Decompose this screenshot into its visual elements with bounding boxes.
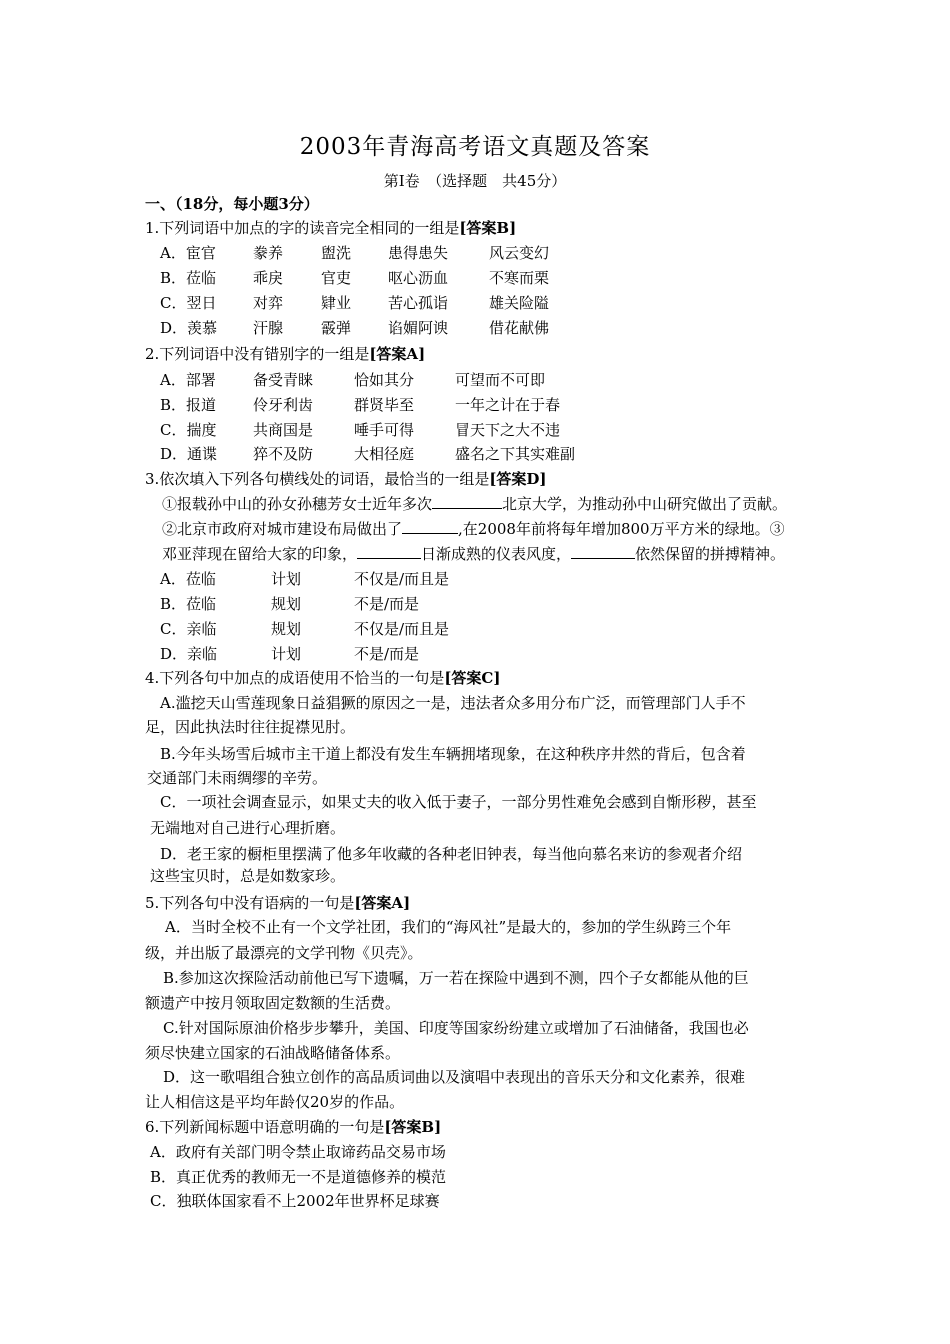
q6-option-a: A．政府有关部门明令禁止取谛药品交易市场 (150, 1143, 446, 1161)
sentence-text: 邓亚萍现在留给大家的印象， (162, 545, 358, 563)
q4-option-d-line1: D．老王家的橱柜里摆满了他多年收藏的各种老旧钟表，每当他向慕名来访的参观者介绍 (160, 845, 743, 863)
option-term: 不寒而栗 (489, 269, 550, 287)
option-term: 对弈 (253, 294, 284, 312)
option-term: 呕心沥血 (388, 269, 449, 287)
option-term: 冒天下之大不违 (455, 421, 561, 439)
answer-label: [答案C] (444, 669, 501, 687)
option-term: 霰弹 (321, 319, 352, 337)
option-term: 不仅是/而且是 (354, 620, 450, 638)
question-stem: 6.下列新闻标题中语意明确的一句是 (145, 1118, 385, 1136)
page-title: 2003年青海高考语文真题及答案 (299, 134, 651, 160)
q6-option-c: C．独联体国家看不上2002年世界杯足球赛 (150, 1192, 440, 1210)
question-stem: 1.下列词语中加点的字的读音完全相同的一组是 (145, 219, 460, 237)
option-label: A．莅临 (160, 570, 216, 588)
sentence-text: 依然保留的拼搏精神。 (635, 545, 786, 563)
question-2 (145, 344, 425, 364)
question-stem: 5.下列各句中没有语病的一句是 (145, 894, 355, 912)
answer-label: [答案A] (354, 894, 411, 912)
option-term: 备受青睐 (253, 371, 314, 389)
q5-option-c-line1: C.针对国际原油价格步步攀升，美国、印度等国家纷纷建立或增加了石油储备，我国也必 (163, 1019, 749, 1037)
option-label: B．报道 (160, 396, 217, 414)
option-term: 风云变幻 (489, 244, 550, 262)
question-stem: 2.下列词语中没有错别字的一组是 (145, 345, 370, 363)
option-label: D．羡慕 (160, 319, 218, 337)
option-label: C．亲临 (160, 620, 217, 638)
option-term: 乖戾 (253, 269, 284, 287)
q4-option-a-line1: A.滥挖天山雪莲现象日益猖獗的原因之一是，违法者众多用分布广泛，而管理部门人手不 (160, 694, 746, 712)
option-term: 计划 (271, 645, 302, 663)
q3-sentence-1 (162, 494, 787, 514)
option-term: 恰如其分 (354, 371, 415, 389)
sentence-text: ①报载孙中山的孙女孙穗芳女士近年多次 (162, 495, 433, 513)
option-term: 谄媚阿谀 (388, 319, 449, 337)
option-term: 苦心孤诣 (388, 294, 449, 312)
q4-option-a-line2: 足，因此执法时往往捉襟见肘。 (145, 718, 356, 736)
option-term: 一年之计在于春 (455, 396, 561, 414)
question-5 (145, 893, 410, 913)
option-term: 盥洗 (321, 244, 352, 262)
question-6 (145, 1117, 441, 1137)
answer-label: [答案A] (369, 345, 426, 363)
q4-option-c-line2: 无端地对自己进行心理折磨。 (150, 819, 346, 837)
q4-option-b-line1: B.今年头场雪后城市主干道上都没有发生车辆拥堵现象，在这种秩序井然的背后，包含着 (160, 745, 746, 763)
sentence-text: ②北京市政府对城市建设布局做出了 (162, 520, 403, 538)
option-term: 患得患失 (388, 244, 449, 262)
question-stem: 3.依次填入下列各句横线处的词语，最恰当的一组是 (145, 470, 490, 488)
option-term: 伶牙利齿 (253, 396, 314, 414)
q5-option-c-line2: 须尽快建立国家的石油战略储备体系。 (145, 1044, 401, 1062)
option-term: 不仅是/而且是 (354, 570, 450, 588)
option-term: 猝不及防 (253, 445, 314, 463)
option-term: 借花献佛 (489, 319, 550, 337)
option-label: B．莅临 (160, 269, 217, 287)
option-term: 唾手可得 (354, 421, 415, 439)
answer-label: [答案D] (489, 470, 547, 488)
option-term: 盛名之下其实难副 (455, 445, 576, 463)
sentence-text: ,在2008年前将每年增加800万平方米的绿地。③ (458, 520, 785, 538)
question-4 (145, 668, 500, 688)
option-term: 计划 (271, 570, 302, 588)
q4-option-b-line2: 交通部门未雨绸缪的辛劳。 (147, 769, 328, 787)
q3-sentence-2 (162, 519, 785, 539)
option-term: 可望而不可即 (455, 371, 546, 389)
option-label: D．通谍 (160, 445, 218, 463)
answer-label: [答案B] (459, 219, 517, 237)
option-term: 大相径庭 (354, 445, 415, 463)
question-stem: 4.下列各句中加点的成语使用不恰当的一句是 (145, 669, 445, 687)
q6-option-b: B．真正优秀的教师无一不是道德修养的模范 (150, 1168, 447, 1186)
q5-option-a-line1: A．当时全校不止有一个文学社团，我们的“海风社”是最大的，参加的学生纵跨三个年 (165, 918, 732, 936)
blank (402, 519, 458, 534)
option-label: A．部署 (160, 371, 216, 389)
q4-option-d-line2: 这些宝贝时，总是如数家珍。 (150, 867, 346, 885)
option-term: 群贤毕至 (354, 396, 415, 414)
blank (571, 544, 635, 559)
q4-option-c-line1: C．一项社会调查显示，如果丈夫的收入低于妻子，一部分男性难免会感到自惭形秽，甚至 (160, 793, 757, 811)
question-1 (145, 218, 516, 238)
answer-label: [答案B] (384, 1118, 442, 1136)
option-term: 豢养 (253, 244, 284, 262)
q5-option-b-line1: B.参加这次探险活动前他已写下遗嘱，万一若在探险中遇到不测，四个子女都能从他的巨 (163, 969, 749, 987)
option-label: D．亲临 (160, 645, 218, 663)
q5-option-a-line2: 级，并出版了最漂亮的文学刊物《贝壳》。 (145, 944, 423, 962)
sentence-text: 日渐成熟的仪表风度， (421, 545, 572, 563)
question-3 (145, 469, 547, 489)
q5-option-d-line2: 让人相信这是平均年龄仅20岁的作品。 (145, 1093, 405, 1111)
option-label: C．翌日 (160, 294, 217, 312)
option-term: 汗腺 (253, 319, 284, 337)
option-term: 不是/而是 (354, 595, 420, 613)
sentence-text: 北京大学，为推动孙中山研究做出了贡献。 (502, 495, 788, 513)
option-term: 不是/而是 (354, 645, 420, 663)
q5-option-d-line1: D．这一歌唱组合独立创作的高品质词曲以及演唱中表现出的音乐天分和文化素养，很难 (163, 1068, 746, 1086)
option-term: 规划 (271, 620, 302, 638)
option-term: 官吏 (321, 269, 352, 287)
option-term: 共商国是 (253, 421, 314, 439)
option-label: A．宦官 (160, 244, 216, 262)
blank (432, 494, 502, 509)
page-subtitle: 第Ⅰ卷 （选择题 共45分） (383, 172, 567, 190)
option-term: 肄业 (321, 294, 352, 312)
option-label: C．揣度 (160, 421, 217, 439)
q3-sentence-3 (162, 544, 785, 564)
section-heading: 一、（18分，每小题3分） (145, 195, 319, 213)
q5-option-b-line2: 额遗产中按月领取固定数额的生活费。 (145, 994, 401, 1012)
option-term: 规划 (271, 595, 302, 613)
option-label: B．莅临 (160, 595, 217, 613)
option-term: 雄关险隘 (489, 294, 550, 312)
blank (357, 544, 421, 559)
